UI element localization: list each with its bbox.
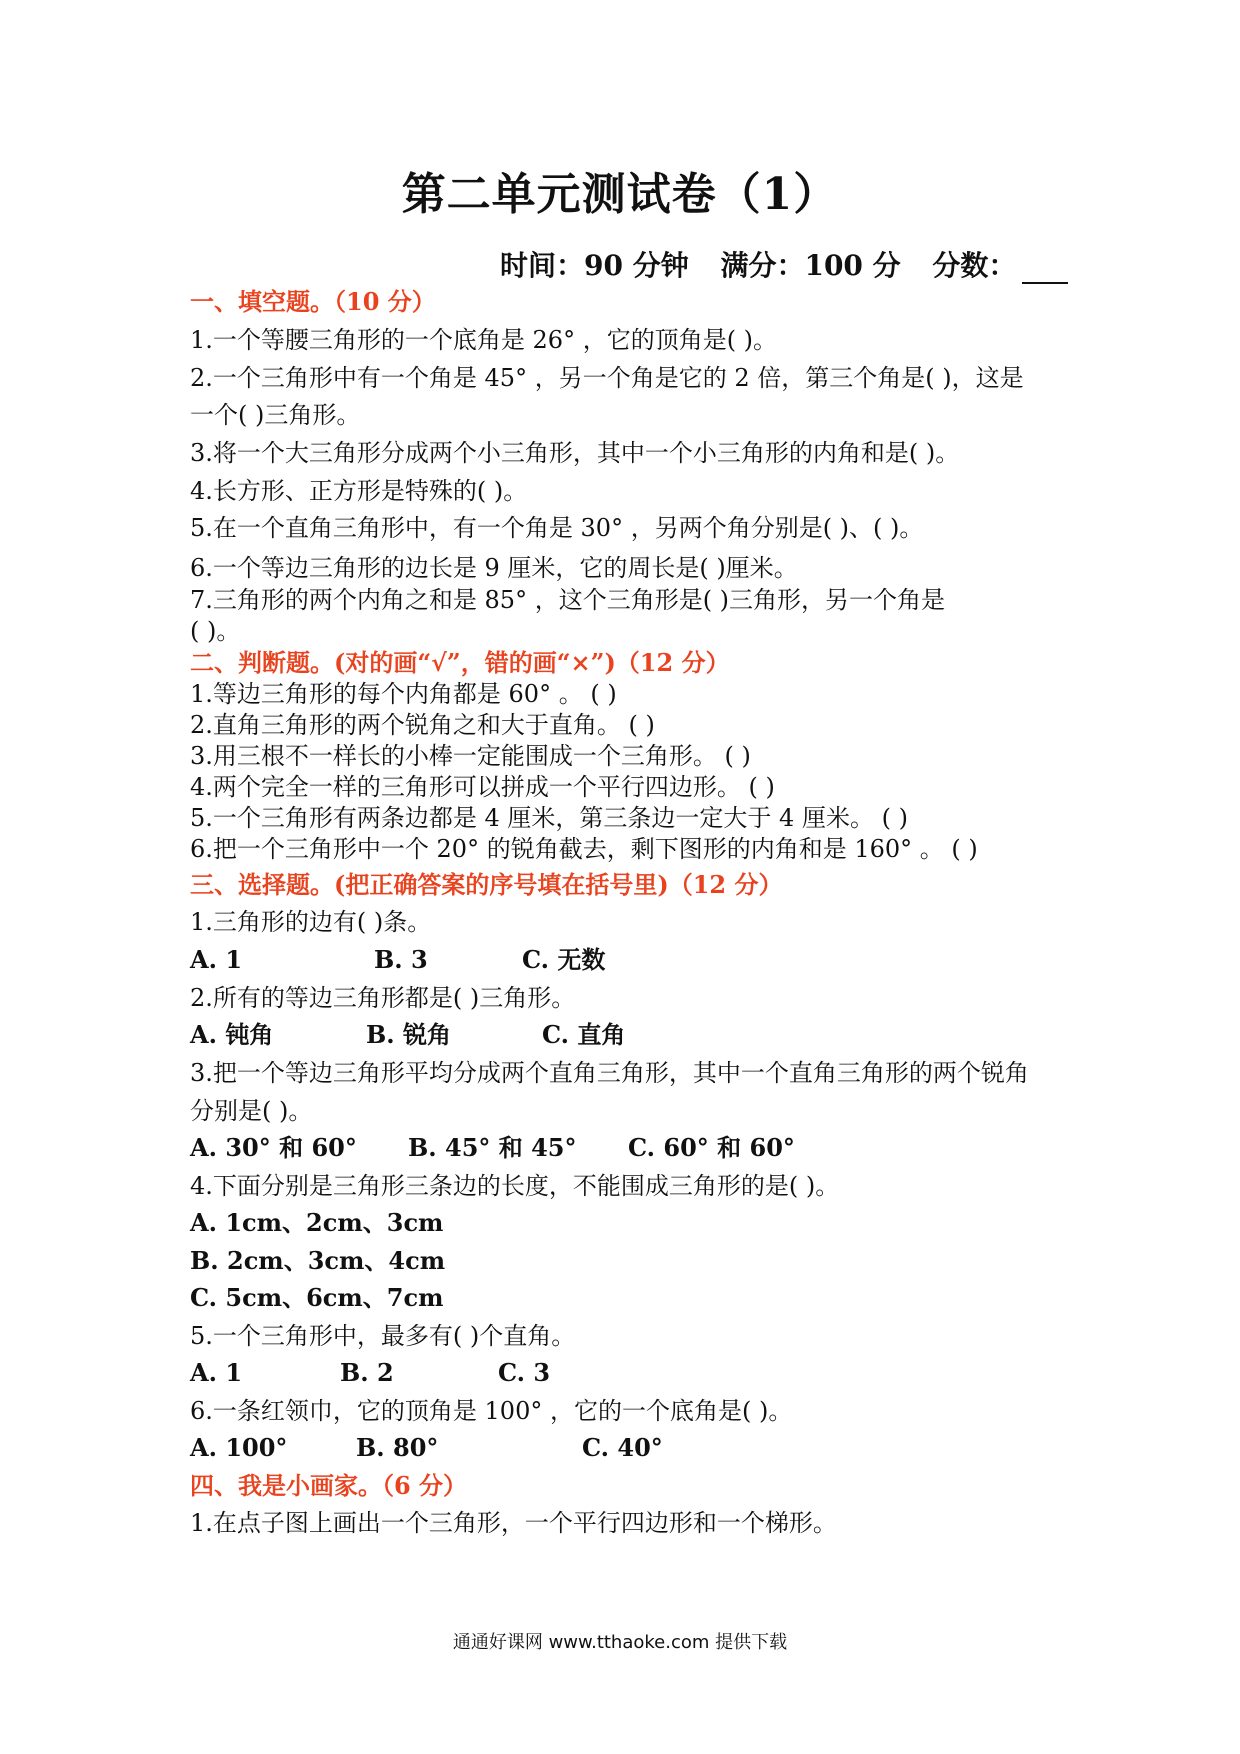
s3-question-6-options xyxy=(190,1433,663,1463)
s3-question-1-options xyxy=(190,945,605,975)
s2-question-4: 4.两个完全一样的三角形可以拼成一个平行四边形。 ( ) xyxy=(190,773,775,801)
option-b: B. 80° xyxy=(356,1433,439,1462)
s1-question-2a: 2.一个三角形中有一个角是 45° ，另一个角是它的 2 倍，第三个角是( )，这是 xyxy=(190,364,1024,392)
s3-question-4-option-c: C. 5cm、6cm、7cm xyxy=(190,1283,444,1312)
s1-question-7b: ( )。 xyxy=(190,617,241,645)
s3-question-3a: 3.把一个等边三角形平均分成两个直角三角形，其中一个直角三角形的两个锐角 xyxy=(190,1059,1029,1087)
section-4-heading: 四、我是小画家。（6 分） xyxy=(190,1471,468,1500)
option-a: A. 1 xyxy=(190,1358,243,1387)
s3-question-4-option-b: B. 2cm、3cm、4cm xyxy=(190,1246,446,1275)
s4-question-1: 1.在点子图上画出一个三角形，一个平行四边形和一个梯形。 xyxy=(190,1509,837,1537)
s1-question-2b: 一个( )三角形。 xyxy=(190,401,361,429)
s1-question-6: 6.一个等边三角形的边长是 9 厘米，它的周长是( )厘米。 xyxy=(190,554,798,582)
s1-question-4: 4.长方形、正方形是特殊的( )。 xyxy=(190,477,528,505)
footer-source: 通通好课网 www.tthaoke.com 提供下载 xyxy=(452,1632,788,1653)
s3-question-5: 5.一个三角形中，最多有( )个直角。 xyxy=(190,1322,576,1350)
option-a: A. 30° 和 60° xyxy=(190,1133,357,1162)
full-score: 满分：100 分 xyxy=(720,249,901,282)
section-2-heading: 二、判断题。(对的画“√”，错的画“×”)（12 分） xyxy=(190,648,730,677)
score-label: 分数： xyxy=(932,249,1017,282)
option-b: B. 2 xyxy=(340,1358,394,1387)
score-blank xyxy=(1022,256,1068,284)
s3-question-2-options xyxy=(190,1020,625,1050)
s3-question-1: 1.三角形的边有( )条。 xyxy=(190,908,432,936)
s3-question-2: 2.所有的等边三角形都是( )三角形。 xyxy=(190,984,576,1012)
time-limit: 时间：90 分钟 xyxy=(500,249,689,282)
option-a: A. 1 xyxy=(190,945,243,974)
exam-meta xyxy=(500,244,1090,284)
option-c: C. 3 xyxy=(498,1358,551,1387)
option-b: B. 3 xyxy=(374,945,428,974)
page-title: 第二单元测试卷（1） xyxy=(401,169,839,220)
s3-question-4: 4.下面分别是三角形三条边的长度，不能围成三角形的是( )。 xyxy=(190,1172,840,1200)
option-c: C. 60° 和 60° xyxy=(628,1133,795,1162)
s2-question-3: 3.用三根不一样长的小棒一定能围成一个三角形。 ( ) xyxy=(190,742,751,770)
section-1-heading: 一、填空题。（10 分） xyxy=(190,287,436,316)
s3-question-3b: 分别是( )。 xyxy=(190,1097,313,1125)
option-c: C. 40° xyxy=(582,1433,663,1462)
section-3-heading: 三、选择题。(把正确答案的序号填在括号里)（12 分） xyxy=(190,870,783,899)
option-c: C. 无数 xyxy=(522,945,606,974)
s2-question-1: 1.等边三角形的每个内角都是 60° 。 ( ) xyxy=(190,680,617,708)
option-b: B. 锐角 xyxy=(366,1020,451,1049)
s2-question-2: 2.直角三角形的两个锐角之和大于直角。 ( ) xyxy=(190,711,655,739)
s1-question-5: 5.在一个直角三角形中，有一个角是 30° ，另两个角分别是( )、( )。 xyxy=(190,514,924,542)
s3-question-6: 6.一条红领巾，它的顶角是 100° ，它的一个底角是( )。 xyxy=(190,1397,793,1425)
s3-question-3-options xyxy=(190,1133,795,1163)
option-c: C. 直角 xyxy=(542,1020,626,1049)
s2-question-6: 6.把一个三角形中一个 20° 的锐角截去，剩下图形的内角和是 160° 。 ( ) xyxy=(190,835,978,863)
option-a: A. 钝角 xyxy=(190,1020,274,1049)
s1-question-3: 3.将一个大三角形分成两个小三角形，其中一个小三角形的内角和是( )。 xyxy=(190,439,960,467)
s2-question-5: 5.一个三角形有两条边都是 4 厘米，第三条边一定大于 4 厘米。 ( ) xyxy=(190,804,908,832)
s3-question-4-option-a: A. 1cm、2cm、3cm xyxy=(190,1208,444,1237)
option-a: A. 100° xyxy=(190,1433,288,1462)
s1-question-7a: 7.三角形的两个内角之和是 85° ，这个三角形是( )三角形，另一个角是 xyxy=(190,586,946,614)
s1-question-1: 1.一个等腰三角形的一个底角是 26° ，它的顶角是( )。 xyxy=(190,326,778,354)
s3-question-5-options xyxy=(190,1358,550,1388)
option-b: B. 45° 和 45° xyxy=(408,1133,577,1162)
